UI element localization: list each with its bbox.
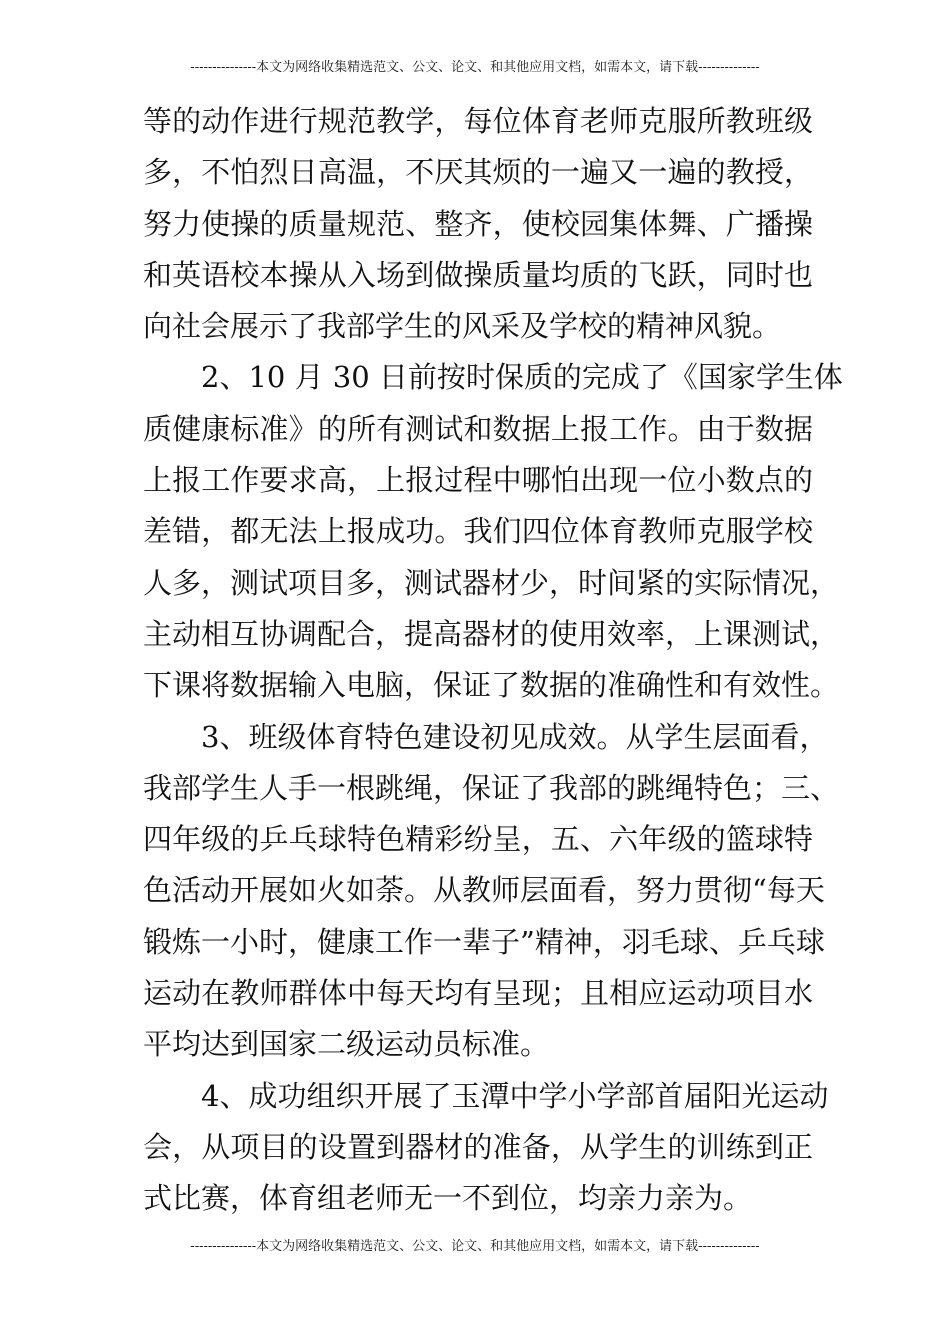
body-line: 质健康标准》的所有测试和数据上报工作。由于数据 xyxy=(143,411,813,446)
body-line: 上报工作要求高，上报过程中哪怕出现一位小数点的 xyxy=(143,463,813,498)
body-line: 4、成功组织开展了玉潭中学小学部首届阳光运动 xyxy=(201,1078,829,1113)
body-line: 等的动作进行规范教学，每位体育老师克服所教班级 xyxy=(143,104,813,138)
body-line: 四年级的乒乓球特色精彩纷呈，五、六年级的篮球特 xyxy=(143,822,813,857)
body-line: 和英语校本操从入场到做操质量均质的飞跃，同时也 xyxy=(143,257,813,292)
body-line: 差错，都无法上报成功。我们四位体育教师克服学校 xyxy=(143,514,813,549)
body-line: 2、10 月 30 日前按时保质的完成了《国家学生体 xyxy=(201,360,843,395)
body-line: 我部学生人手一根跳绳，保证了我部的跳绳特色；三、 xyxy=(143,770,840,805)
page-header: ---------------本文为网络收集精选范文、公文、论文、和其他应用文档，如需本文，请下载-------------- xyxy=(190,60,760,75)
body-line: 主动相互协调配合，提高器材的使用效率，上课测试， xyxy=(143,616,840,651)
page-footer: ---------------本文为网络收集精选范文、公文、论文、和其他应用文档，如需本文，请下载-------------- xyxy=(190,1239,760,1254)
body-line: 下课将数据输入电脑，保证了数据的准确性和有效性。 xyxy=(143,668,840,703)
body-line: 会，从项目的设置到器材的准备，从学生的训练到正 xyxy=(143,1129,813,1164)
body-line: 运动在教师群体中每天均有呈现；且相应运动项目水 xyxy=(143,976,813,1011)
body-line: 色活动开展如火如荼。从教师层面看，努力贯彻“每天 xyxy=(143,873,825,908)
body-line: 向社会展示了我部学生的风采及学校的精神风貌。 xyxy=(143,309,782,344)
document-body xyxy=(143,96,843,1225)
body-line: 多，不怕烈日高温，不厌其烦的一遍又一遍的教授， xyxy=(143,155,813,190)
body-line: 努力使操的质量规范、整齐，使校园集体舞、广播操 xyxy=(143,206,813,241)
body-line: 锻炼一小时，健康工作一辈子”精神，羽毛球、乒乓球 xyxy=(143,924,825,959)
body-line: 人多，测试项目多，测试器材少，时间紧的实际情况， xyxy=(143,565,840,600)
body-line: 平均达到国家二级运动员标准。 xyxy=(143,1027,550,1062)
body-line: 3、班级体育特色建设初见成效。从学生层面看， xyxy=(201,719,829,754)
body-line: 式比赛，体育组老师无一不到位，均亲力亲为。 xyxy=(143,1181,753,1216)
